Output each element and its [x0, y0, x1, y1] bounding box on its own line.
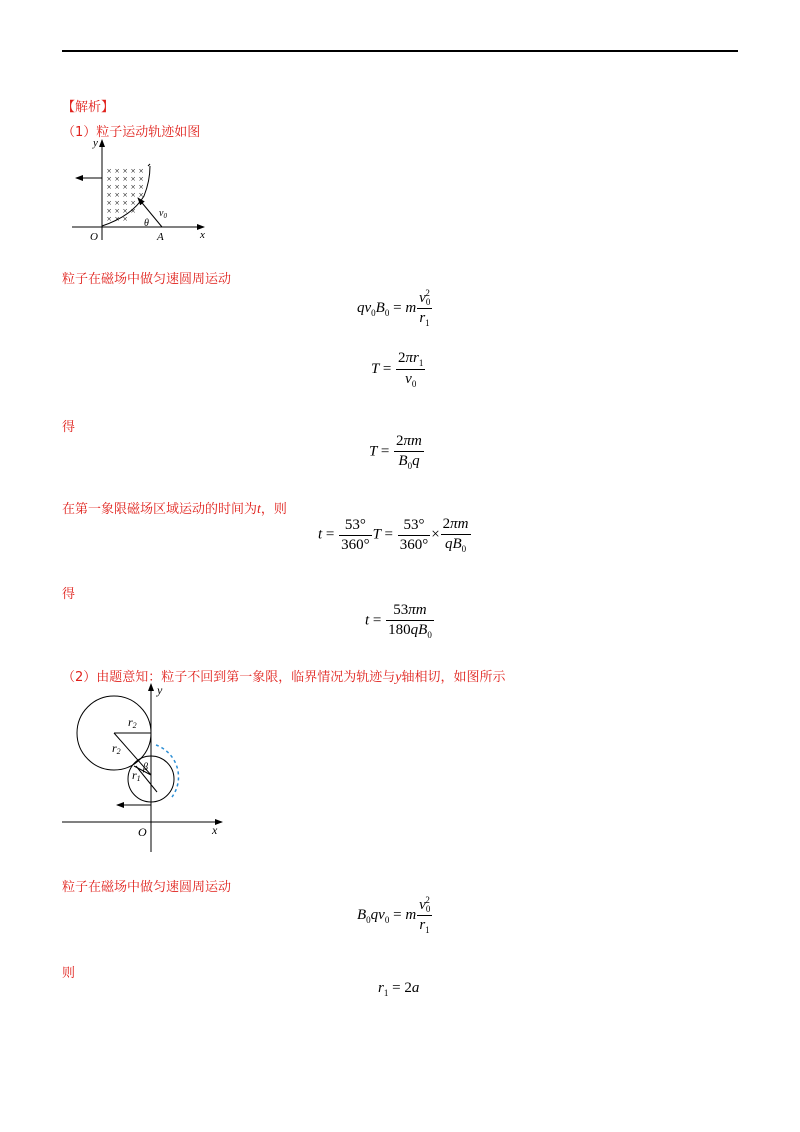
equation-r1: $r_1 = 2a$: [378, 980, 420, 998]
field-cross: ×: [130, 174, 137, 184]
field-cross: ×: [114, 182, 121, 192]
field-cross: ×: [138, 182, 145, 192]
analysis-heading: 【解析】: [62, 100, 115, 115]
field-cross: ×: [114, 214, 121, 224]
equation-lorentz-force-2: $B_0qv_0 = m$ $\frac{v_0^2}{r_1}$: [357, 895, 431, 936]
field-cross: ×: [114, 206, 121, 216]
field-cross: ×: [106, 198, 113, 208]
beta-label: β: [143, 762, 148, 773]
field-cross: ×: [138, 190, 145, 200]
r2-label-left: r2: [112, 741, 121, 756]
text-de-2: 得: [62, 587, 76, 602]
field-cross: ×: [122, 166, 129, 176]
equation-period: T = $\frac{2\pi r_1}{v_0}$: [371, 350, 424, 390]
origin-label: O: [138, 825, 147, 839]
field-cross: ×: [122, 182, 129, 192]
equation-lorentz-force: $qv_0B_0 = m$ $\frac{v_0^2}{r_1}$: [357, 288, 431, 329]
equation-period-result: T = $\frac{2\pi m}{B_0q}$: [369, 433, 422, 471]
field-cross: ×: [106, 190, 113, 200]
field-cross: ×: [130, 190, 137, 200]
field-cross: ×: [106, 214, 113, 224]
field-cross: ×: [138, 166, 145, 176]
text-ze: 则: [62, 966, 76, 981]
field-cross: ×: [106, 206, 113, 216]
field-cross: ×: [106, 166, 113, 176]
equation-time-result: t = $\frac{53\pi m}{180qB_0}$: [365, 602, 432, 640]
text-de-1: 得: [62, 420, 76, 435]
figure-2-critical-trajectory: [62, 678, 232, 854]
field-cross: ×: [130, 206, 137, 216]
field-cross: ×: [114, 190, 121, 200]
y-axis-label: y: [157, 683, 163, 697]
field-cross: ×: [114, 166, 121, 176]
theta-label: θ: [144, 218, 149, 229]
field-cross: ×: [106, 174, 113, 184]
text-circular-motion-1: 粒子在磁场中做匀速圆周运动: [62, 272, 232, 287]
field-cross: ×: [114, 198, 121, 208]
field-cross: ×: [122, 190, 129, 200]
header-rule: [62, 50, 738, 52]
y-axis-label: y: [93, 137, 98, 149]
equation-time: t = $\frac{53^\circ}{360^\circ}$ T = $\frac{53^\circ}{360^\circ}$ × $\frac{2\pi m}{qB_0}$: [318, 516, 469, 554]
r1-label: r1: [132, 768, 141, 783]
origin-label: O: [90, 231, 98, 243]
field-cross: ×: [122, 198, 129, 208]
part2-heading: （2）由题意知：粒子不回到第一象限，临界情况为轨迹与y轴相切，如图所示: [62, 670, 506, 685]
field-cross: ×: [130, 166, 137, 176]
field-cross: ×: [138, 174, 145, 184]
field-cross: ×: [106, 182, 113, 192]
v0-label: $v_0$: [159, 208, 167, 220]
field-cross: ×: [130, 182, 137, 192]
r2-label-top: r2: [128, 715, 137, 730]
x-axis-label: x: [212, 823, 218, 837]
field-cross: ×: [122, 206, 129, 216]
field-cross: ×: [114, 174, 121, 184]
x-axis-label: x: [200, 229, 205, 241]
field-cross: ×: [130, 198, 137, 208]
field-cross: ×: [122, 174, 129, 184]
part1-heading: （1）粒子运动轨迹如图: [62, 125, 201, 140]
field-cross: ×: [122, 214, 129, 224]
dashed-arc: [156, 745, 179, 797]
text-time: 在第一象限磁场区域运动的时间为t，则: [62, 502, 287, 517]
point-a-label: A: [157, 231, 164, 243]
figure-1-trajectory: [62, 136, 212, 244]
text-circular-motion-2: 粒子在磁场中做匀速圆周运动: [62, 880, 232, 895]
